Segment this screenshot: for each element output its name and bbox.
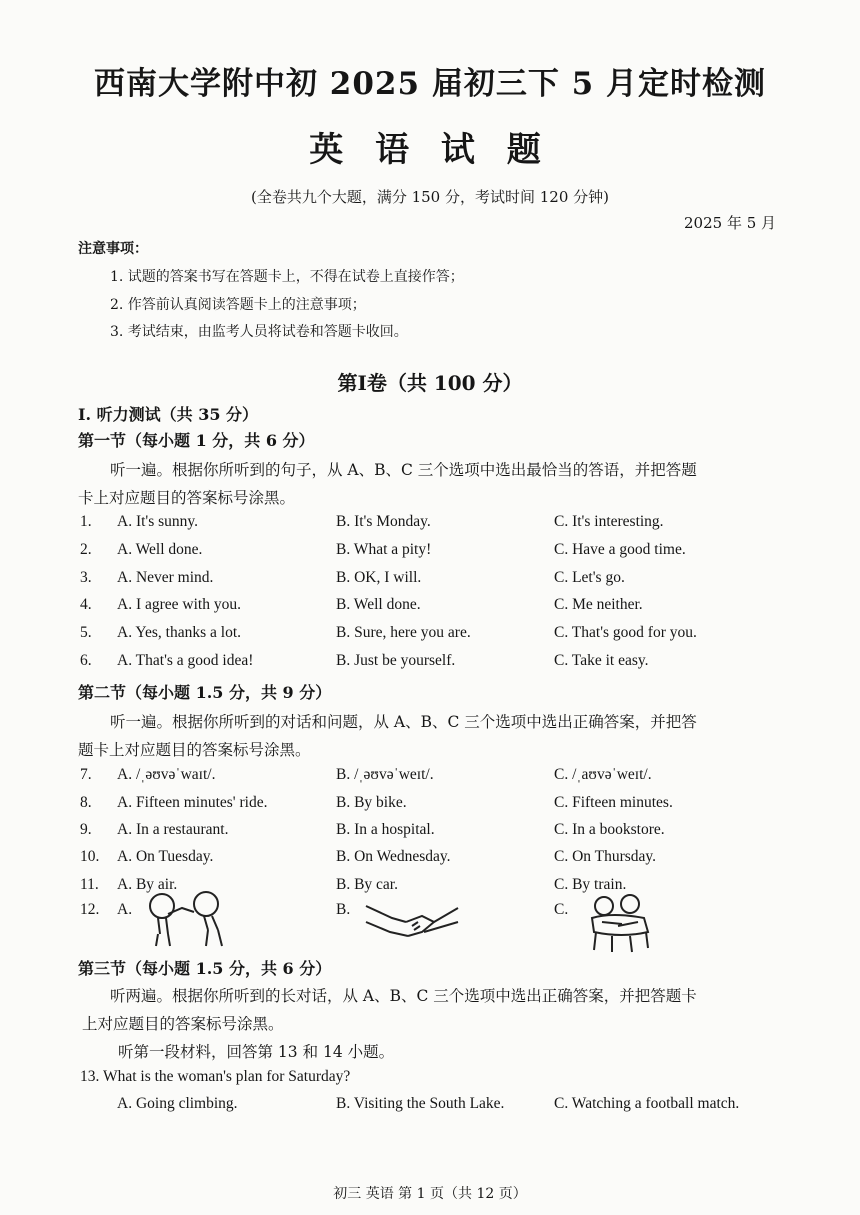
question-number: 2. [80,541,92,558]
exam-title: 西南大学附中初 2025 届初三下 5 月定时检测 [93,66,767,102]
sub1-heading: 第一节（每小题 1 分，共 6 分） [78,431,315,450]
option-c: C. /ˌaʊvəˈweɪt/. [554,766,652,783]
question-stem: 13. What is the woman's plan for Saturday? [80,1068,351,1085]
material-note: 听第一段材料，回答第 13 和 14 小题。 [118,1043,395,1061]
notice-item: 2. 作答前认真阅读答题卡上的注意事项； [110,297,366,313]
sub1-instruction: 听一遍。根据你所听到的句子，从 A、B、C 三个选项中选出最恰当的答语，并把答题 [110,461,697,479]
handshake-picture-icon [362,892,462,950]
option-c: C. By train. [554,876,627,893]
group-picture-icon [582,892,662,956]
option-b: B. Visiting the South Lake. [336,1095,505,1112]
option-a: A. Yes, thanks a lot. [117,624,242,641]
option-b: B. In a hospital. [336,821,435,838]
question-number: 8. [80,794,92,811]
option-c: C. In a bookstore. [554,821,665,838]
option-a: A. In a restaurant. [117,821,229,838]
question-number: 1. [80,513,92,530]
question-number: 7. [80,766,92,783]
option-c: C. Take it easy. [554,652,649,669]
subject-title: 英 语 试 题 [309,130,551,170]
option-b: B. By car. [336,876,398,893]
page-footer: 初三 英语 第 1 页（共 12 页） [333,1186,527,1202]
option-c: C. It's interesting. [554,513,664,530]
question-number: 6. [80,652,92,669]
question-number: 4. [80,596,92,613]
option-b: B. By bike. [336,794,407,811]
option-c: C. Fifteen minutes. [554,794,673,811]
option-a: A. Never mind. [117,569,214,586]
part-title: 第Ⅰ卷（共 100 分） [337,371,523,395]
option-a: A. Well done. [117,541,203,558]
option-c: C. Watching a football match. [554,1095,740,1112]
section-title: I. 听力测试（共 35 分） [78,405,259,424]
exam-date: 2025 年 5 月 [684,214,777,232]
option-c: C. On Thursday. [554,848,657,865]
notice-item: 1. 试题的答案书写在答题卡上，不得在试卷上直接作答； [110,269,464,285]
sub2-instruction: 听一遍。根据你所听到的对话和问题，从 A、B、C 三个选项中选出正确答案，并把答 [110,713,697,731]
option-c: C. Have a good time. [554,541,686,558]
option-b: B. On Wednesday. [336,848,451,865]
option-b: B. Sure, here you are. [336,624,471,641]
option-c: C. Me neither. [554,596,643,613]
exam-info: (全卷共九个大题，满分 150 分，考试时间 120 分钟) [250,188,610,206]
sub1-instruction: 卡上对应题目的答案标号涂黑。 [78,489,296,507]
option-c: C. Let's go. [554,569,625,586]
question-number: 9. [80,821,92,838]
sub3-instruction: 听两遍。根据你所听到的长对话，从 A、B、C 三个选项中选出正确答案，并把答题卡 [110,987,697,1005]
notice-heading: 注意事项： [78,241,148,257]
option-b: B. What a pity! [336,541,432,558]
option-a: A. Fifteen minutes' ride. [117,794,268,811]
question-number: 12. [80,901,100,918]
sub2-instruction: 题卡上对应题目的答案标号涂黑。 [78,741,311,759]
option-a: A. On Tuesday. [117,848,214,865]
option-a: A. /ˌəʊvəˈwaɪt/. [117,766,216,783]
option-a: A. It's sunny. [117,513,199,530]
option-a: A. I agree with you. [117,596,241,613]
option-a: A. Going climbing. [117,1095,238,1112]
option-a: A. [117,901,133,918]
question-number: 11. [80,876,99,893]
question-number: 10. [80,848,100,865]
question-number: 5. [80,624,92,641]
option-b: B. It's Monday. [336,513,431,530]
option-b: B. OK, I will. [336,569,422,586]
option-b: B. Just be yourself. [336,652,456,669]
question-number: 3. [80,569,92,586]
sub2-heading: 第二节（每小题 1.5 分，共 9 分） [78,683,332,702]
option-a: A. By air. [117,876,178,893]
option-c: C. That's good for you. [554,624,697,641]
option-b: B. /ˌəʊvəˈweɪt/. [336,766,434,783]
sub3-heading: 第三节（每小题 1.5 分，共 6 分） [78,959,332,978]
option-b: B. Well done. [336,596,421,613]
option-c: C. [554,901,569,918]
notice-item: 3. 考试结束，由监考人员将试卷和答题卡收回。 [110,324,408,340]
hug-picture-icon [138,890,238,952]
sub3-instruction: 上对应题目的答案标号涂黑。 [82,1015,284,1033]
option-b: B. [336,901,351,918]
option-a: A. That's a good idea! [117,652,254,669]
